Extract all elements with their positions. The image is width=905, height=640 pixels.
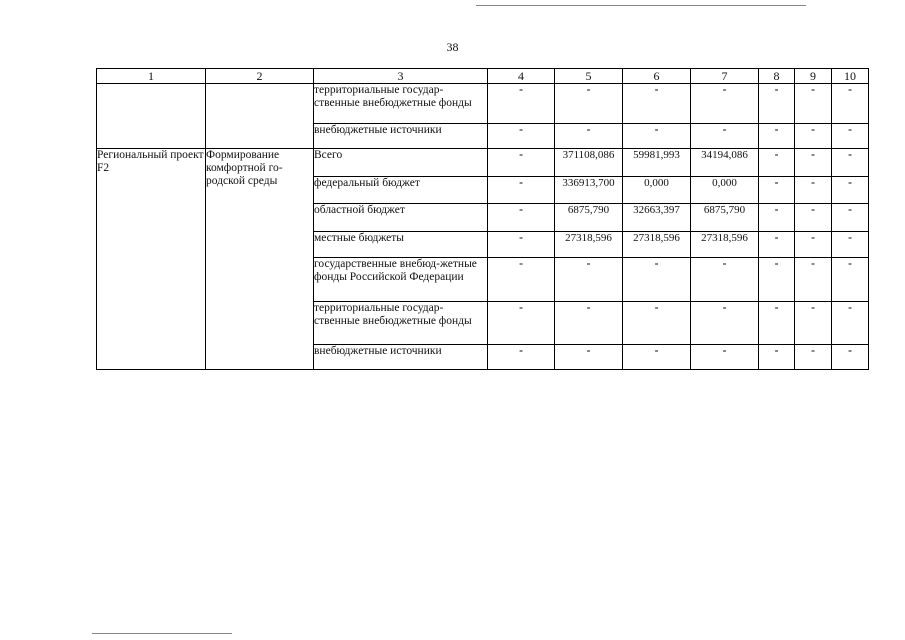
- value-cell: -: [795, 124, 832, 149]
- funding-source: государственные внебюд-жетные фонды Российской Федерации: [314, 258, 488, 302]
- value-cell: -: [488, 302, 555, 345]
- column-number: 7: [691, 69, 759, 84]
- value-cell: -: [555, 258, 623, 302]
- value-cell: 34194,086: [691, 149, 759, 177]
- page-number: 38: [446, 40, 459, 54]
- value-cell: -: [691, 124, 759, 149]
- value-cell: -: [488, 204, 555, 232]
- value-cell: -: [832, 124, 869, 149]
- value-cell: -: [832, 149, 869, 177]
- footnote-rule: [92, 633, 232, 634]
- budget-table: [96, 68, 869, 370]
- value-cell: -: [832, 345, 869, 370]
- column-number: 4: [488, 69, 555, 84]
- project-name: Региональный проект F2: [97, 149, 206, 370]
- value-cell: -: [691, 345, 759, 370]
- column-number-row: [97, 69, 869, 84]
- value-cell: 27318,596: [555, 232, 623, 258]
- funding-source: местные бюджеты: [314, 232, 488, 258]
- value-cell: 6875,790: [555, 204, 623, 232]
- value-cell: -: [759, 149, 795, 177]
- value-cell: -: [691, 302, 759, 345]
- value-cell: -: [832, 232, 869, 258]
- value-cell: 6875,790: [691, 204, 759, 232]
- value-cell: -: [759, 232, 795, 258]
- value-cell: -: [488, 345, 555, 370]
- value-cell: -: [691, 84, 759, 124]
- value-cell: 59981,993: [623, 149, 691, 177]
- value-cell: 0,000: [691, 177, 759, 204]
- empty-project-cell: [97, 84, 206, 149]
- column-number: 6: [623, 69, 691, 84]
- value-cell: -: [555, 124, 623, 149]
- value-cell: -: [623, 84, 691, 124]
- value-cell: -: [795, 258, 832, 302]
- funding-source: областной бюджет: [314, 204, 488, 232]
- value-cell: -: [488, 232, 555, 258]
- funding-source: территориальные государ-ственные внебюджетные фонды: [314, 84, 488, 124]
- value-cell: -: [555, 302, 623, 345]
- value-cell: -: [759, 204, 795, 232]
- value-cell: -: [488, 149, 555, 177]
- value-cell: -: [488, 84, 555, 124]
- value-cell: -: [759, 177, 795, 204]
- column-number: 2: [206, 69, 314, 84]
- value-cell: -: [795, 232, 832, 258]
- project-title: Формирование комфортной го-родской среды: [206, 149, 314, 370]
- funding-source: Всего: [314, 149, 488, 177]
- value-cell: -: [795, 84, 832, 124]
- column-number: 1: [97, 69, 206, 84]
- value-cell: -: [832, 204, 869, 232]
- value-cell: -: [795, 345, 832, 370]
- value-cell: -: [795, 177, 832, 204]
- funding-source: внебюджетные источники: [314, 124, 488, 149]
- value-cell: -: [623, 124, 691, 149]
- value-cell: -: [488, 177, 555, 204]
- value-cell: -: [795, 149, 832, 177]
- value-cell: 371108,086: [555, 149, 623, 177]
- value-cell: -: [555, 345, 623, 370]
- value-cell: 27318,596: [691, 232, 759, 258]
- value-cell: -: [623, 302, 691, 345]
- column-number: 9: [795, 69, 832, 84]
- value-cell: 27318,596: [623, 232, 691, 258]
- value-cell: -: [623, 258, 691, 302]
- table-row: [97, 84, 869, 124]
- value-cell: 32663,397: [623, 204, 691, 232]
- column-number: 3: [314, 69, 488, 84]
- column-number: 8: [759, 69, 795, 84]
- value-cell: -: [623, 345, 691, 370]
- column-number: 5: [555, 69, 623, 84]
- value-cell: -: [832, 302, 869, 345]
- funding-source: территориальные государ-ственные внебюджетные фонды: [314, 302, 488, 345]
- funding-source: федеральный бюджет: [314, 177, 488, 204]
- value-cell: -: [691, 258, 759, 302]
- column-number: 10: [832, 69, 869, 84]
- value-cell: -: [488, 124, 555, 149]
- table-row: [97, 149, 869, 177]
- value-cell: 0,000: [623, 177, 691, 204]
- value-cell: -: [759, 302, 795, 345]
- value-cell: -: [832, 84, 869, 124]
- value-cell: -: [832, 177, 869, 204]
- value-cell: -: [832, 258, 869, 302]
- value-cell: -: [795, 204, 832, 232]
- funding-source: внебюджетные источники: [314, 345, 488, 370]
- value-cell: -: [488, 258, 555, 302]
- top-rule: [476, 5, 806, 6]
- value-cell: 336913,700: [555, 177, 623, 204]
- value-cell: -: [759, 124, 795, 149]
- value-cell: -: [555, 84, 623, 124]
- value-cell: -: [759, 84, 795, 124]
- empty-title-cell: [206, 84, 314, 149]
- value-cell: -: [759, 258, 795, 302]
- value-cell: -: [759, 345, 795, 370]
- value-cell: -: [795, 302, 832, 345]
